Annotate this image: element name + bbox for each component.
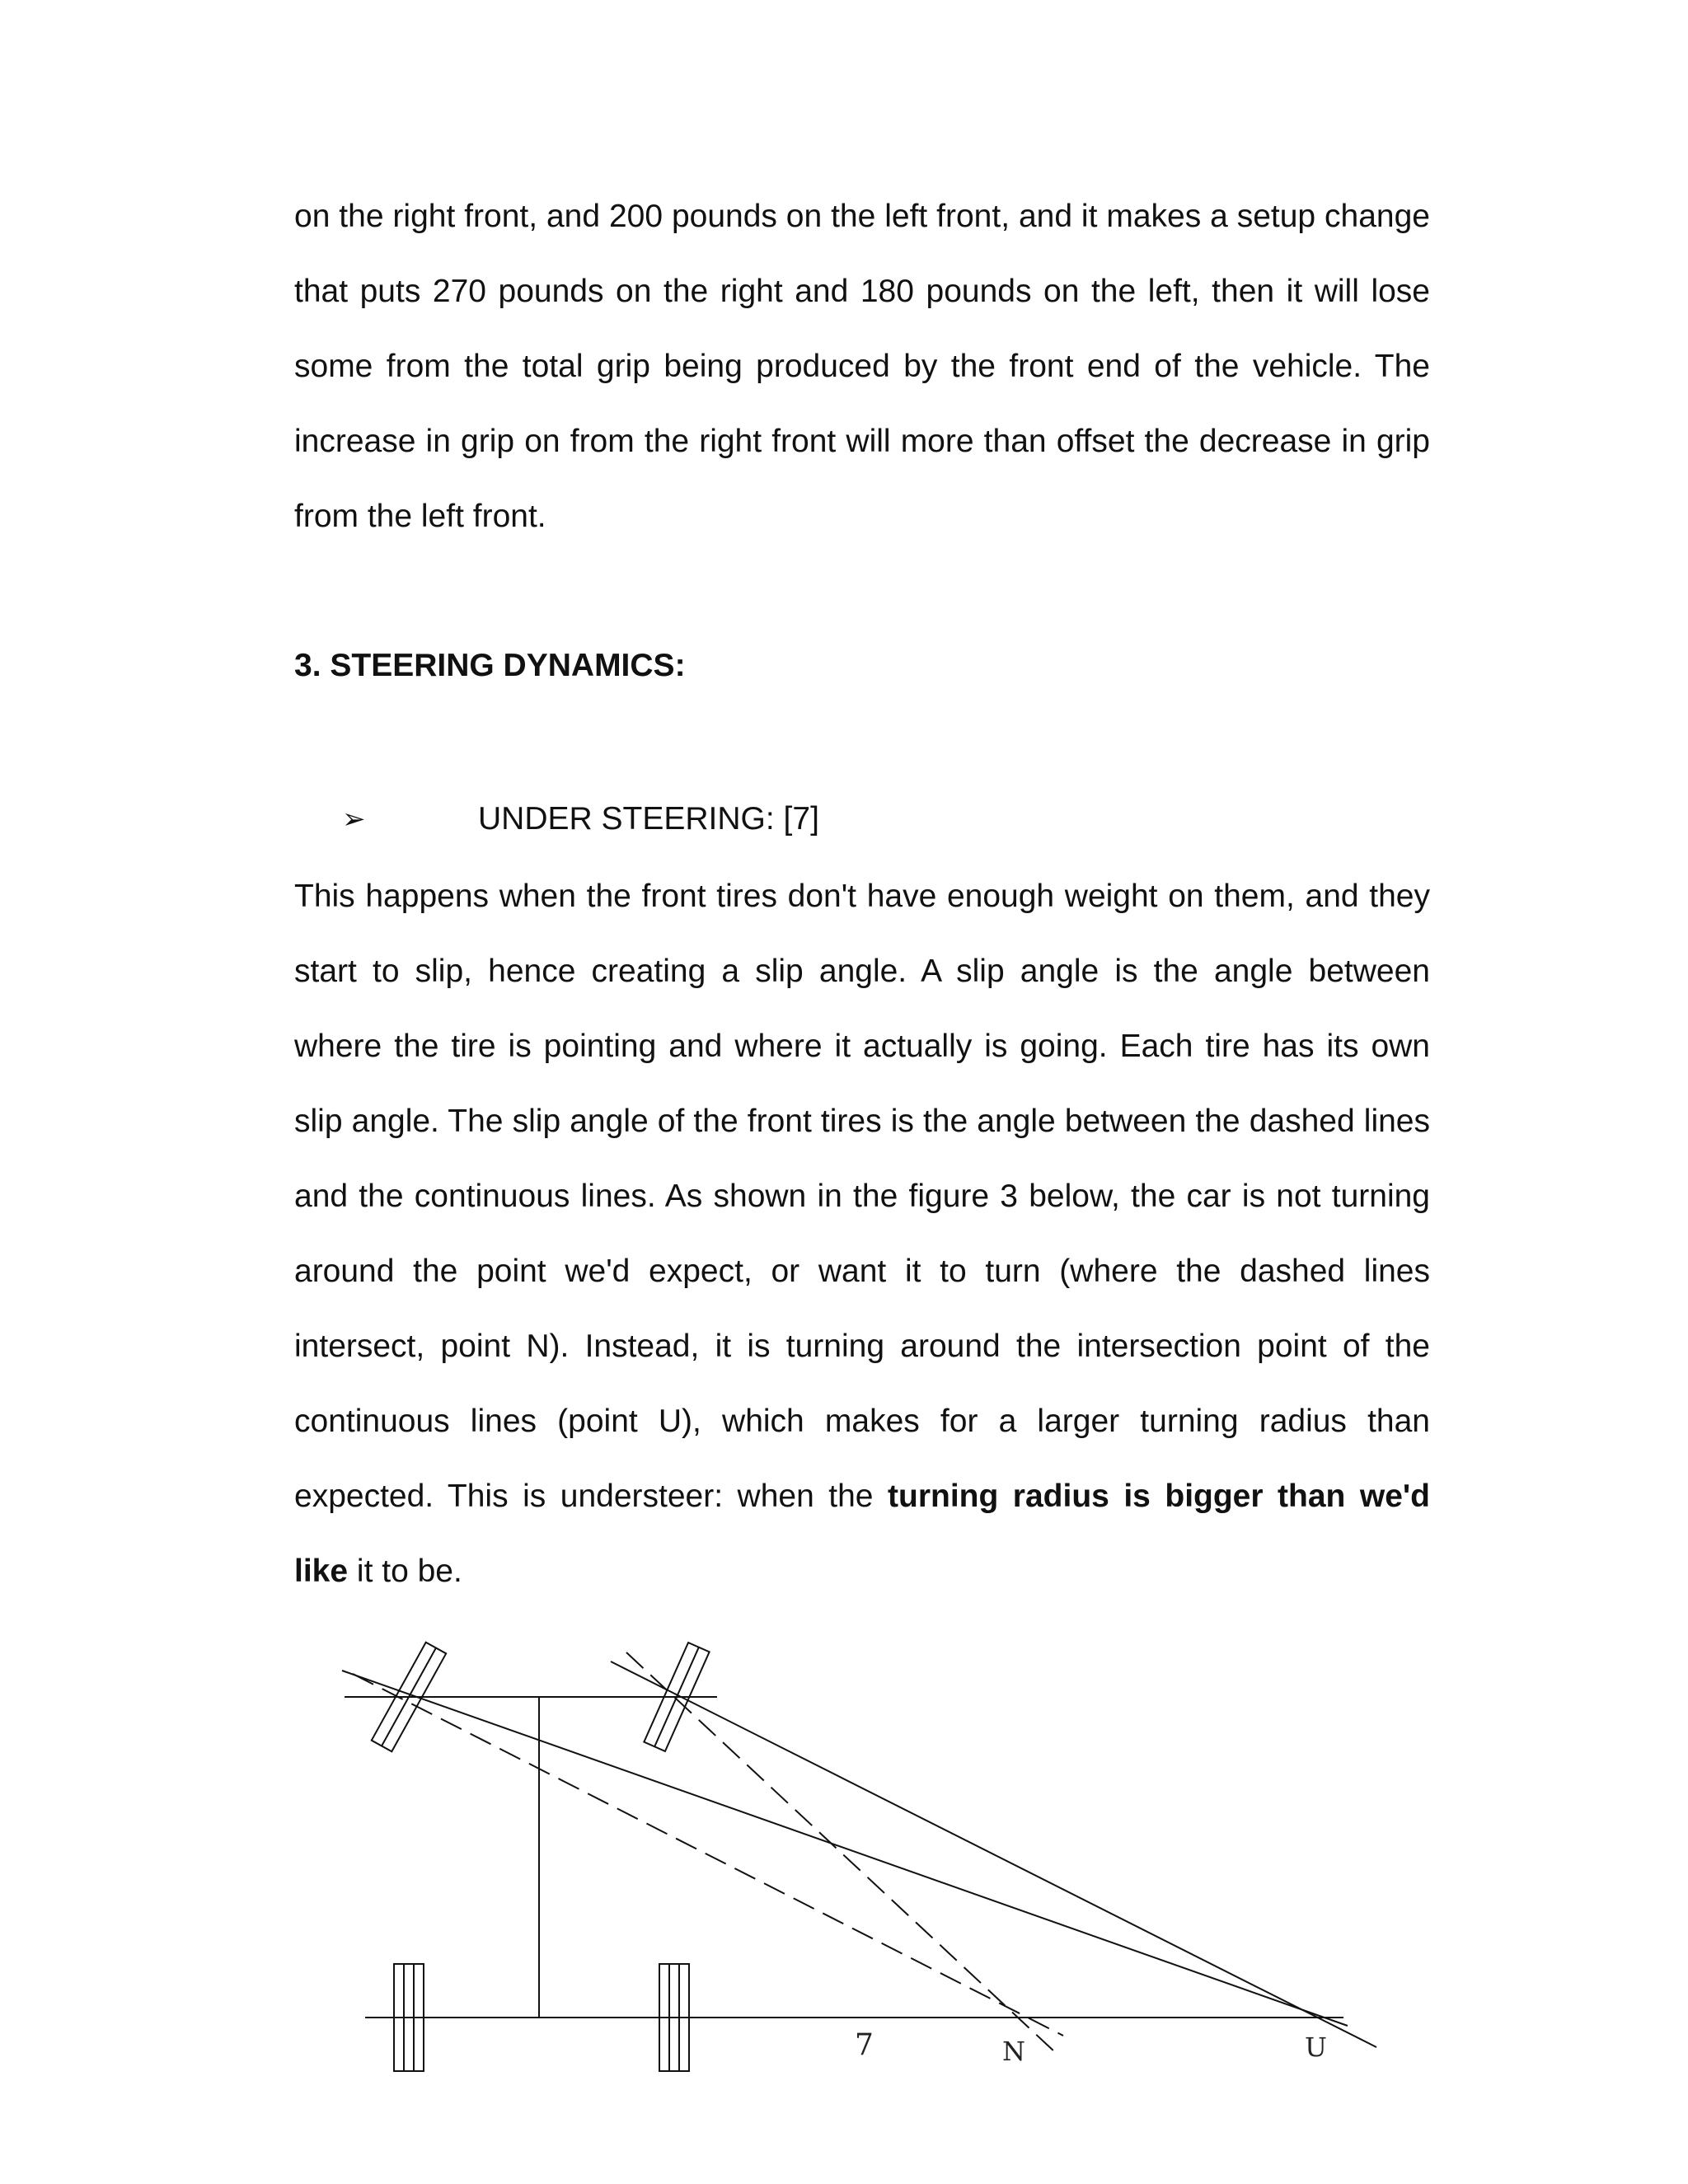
paragraph-understeer-end: it to be. xyxy=(348,1554,462,1589)
arrow-bullet-icon: ➢ xyxy=(342,804,366,835)
paragraph-understeer-bold: turning radius is bigger than we'd like xyxy=(294,1479,1430,1589)
page-number: 7 xyxy=(855,2028,874,2062)
point-u-label: U xyxy=(1305,2032,1327,2063)
paragraph-grip-distribution: on the right front, and 200 pounds on the left front, and it makes a setup change that puts 270 pounds on the right and 180 pounds on the left, then it will lose some from the total grip being produced by the front end of the vehicle. The increase in grip on from the right front will more than offset the decrease in grip from the left front. xyxy=(294,199,1430,534)
continuous-line-right xyxy=(611,1661,1376,2047)
bullet-label: UNDER STEERING: [7] xyxy=(478,801,819,837)
point-n-label: N xyxy=(1002,2036,1025,2067)
section-heading: 3. STEERING DYNAMICS: xyxy=(294,648,686,683)
continuous-line-left xyxy=(342,1671,1348,2026)
paragraph-understeer-text: This happens when the front tires don't have enough weight on them, and they start to slip, hence creating a slip angle. A slip angle is the angle between where the tire is pointing and where it actually is going. Each tire has its own slip angle. The slip angle of the front tires is the angle between the dashed lines and the continuous lines. As shown in the figure 3 below, the car is not turning around the point we'd expect, or want it to turn (where the dashed lines intersect, point N). Instead, it is turning around the intersection point of the continuous lines (point U), which makes for a larger turning radius than expected. This is understeer: when the xyxy=(294,879,1430,1514)
